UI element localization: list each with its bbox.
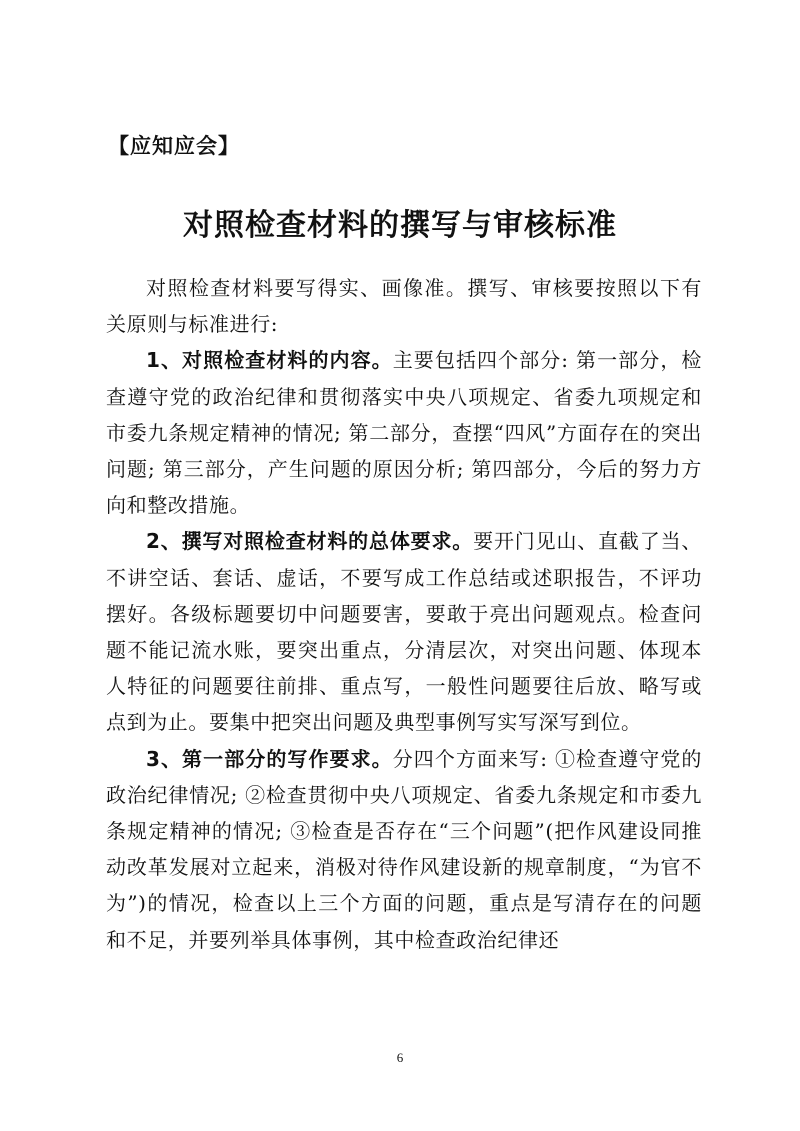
- paragraph-heading: 3、第一部分的写作要求。: [146, 746, 393, 771]
- section-tag: 【应知应会】: [108, 134, 240, 158]
- content-paragraph: [106, 342, 702, 523]
- paragraph-text: 分四个方面来写: ①检查遵守党的政治纪律情况; ②检查贯彻中央八项规定、省委九条规定和市委九条规定精神的情况; ③检查是否存在“三个问题”(把作风建设同推动改革发展对立起来，消极对待作风建设新的规章制度，“为官不为”)的情况，检查以上三个方面的问题，重点是写清存在的问题和不足，并要列举具体事例，其中检查政治纪律还: [106, 746, 702, 952]
- intro-paragraph: [106, 270, 702, 342]
- paragraph-heading: 1、对照检查材料的内容。: [146, 348, 393, 373]
- paragraph-text: 要开门见山、直截了当、不讲空话、套话、虚话，不要写成工作总结或述职报告，不评功摆好。各级标题要切中问题要害，要敢于亮出问题观点。检查问题不能记流水账，要突出重点，分清层次，对突出问题、体现本人特征的问题要往前排、重点写，一般性问题要往后放、略写或点到为止。要集中把突出问题及典型事例写实写深写到位。: [106, 529, 703, 735]
- requirements-paragraph: [106, 523, 702, 740]
- document-body: [106, 270, 702, 958]
- paragraph-text: 对照检查材料要写得实、画像准。撰写、审核要按照以下有关原则与标准进行:: [106, 276, 702, 337]
- paragraph-text: 主要包括四个部分: 第一部分，检查遵守党的政治纪律和贯彻落实中央八项规定、省委九项规定和市委九条规定精神的情况; 第二部分，查摆“四风”方面存在的突出问题; 第三部分，产生问题的原因分析; 第四部分，今后的努力方向和整改措施。: [106, 348, 702, 518]
- page-title: 对照检查材料的撰写与审核标准: [183, 208, 617, 243]
- part-one-paragraph: [106, 741, 702, 958]
- paragraph-heading: 2、撰写对照检查材料的总体要求。: [146, 529, 474, 554]
- page-number: 6: [396, 1050, 404, 1065]
